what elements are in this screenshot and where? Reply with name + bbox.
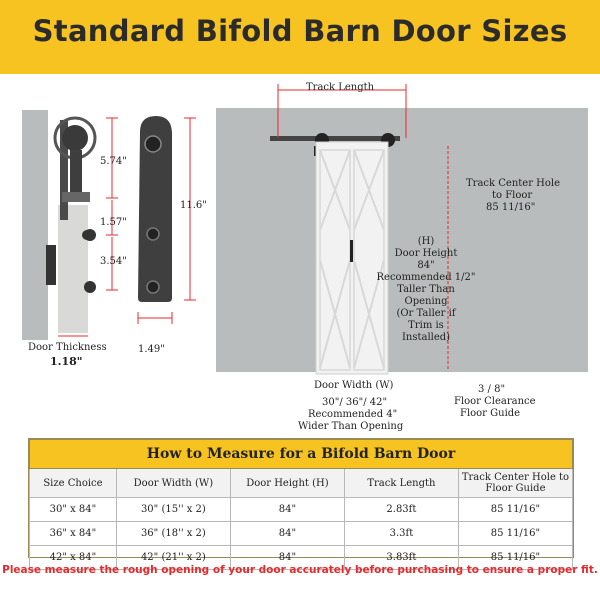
floor-clearance-value: 3 / 8" — [478, 384, 506, 395]
recommended-l2: Wider Than Opening — [298, 421, 404, 432]
table-row — [30, 498, 573, 522]
cell-height: 84" — [230, 546, 344, 570]
track-center-l3: 85 11/16" — [486, 202, 536, 213]
cell-size: 42" x 84" — [30, 546, 117, 570]
cell-width: 30" (15'' x 2) — [116, 498, 230, 522]
dimension-lines — [0, 0, 220, 360]
header-track-length: Track Length — [344, 469, 458, 498]
cell-size: 30" x 84" — [30, 498, 117, 522]
h-l5: Taller Than — [397, 284, 455, 295]
h-l3: 84" — [417, 260, 435, 271]
dim-mid-label: 1.57" — [100, 217, 127, 228]
door-thickness-label: Door Thickness — [28, 342, 107, 353]
track-center-l2: to Floor — [492, 190, 533, 201]
cell-size: 36" x 84" — [30, 522, 117, 546]
track-length-label: Track Length — [306, 82, 375, 93]
table-caption: How to Measure for a Bifold Barn Door — [30, 440, 573, 469]
footnote: Please measure the rough opening of your door accurately before purchasing to ensure a proper fit. — [2, 564, 598, 576]
size-table — [28, 438, 574, 563]
track-center-l1: Track Center Hole — [466, 178, 561, 189]
table-row — [30, 522, 573, 546]
dim-lower-label: 3.54" — [100, 256, 127, 267]
dim-width-label: 1.49" — [138, 344, 165, 355]
floor-clearance-l2: Floor Guide — [460, 408, 521, 419]
cell-height: 84" — [230, 498, 344, 522]
header-door-height: Door Height (H) — [230, 469, 344, 498]
cell-track: 3.3ft — [344, 522, 458, 546]
cell-width: 36" (18'' x 2) — [116, 522, 230, 546]
header-track-center: Track Center Hole to Floor Guide — [458, 469, 572, 498]
cell-center: 85 11/16" — [458, 522, 572, 546]
h-l4: Recommended 1/2" — [376, 272, 476, 283]
dim-upper-label: 5.74" — [100, 156, 127, 167]
h-l6: Opening — [404, 296, 448, 307]
cell-width: 42" (21'' x 2) — [116, 546, 230, 570]
cell-track: 3.83ft — [344, 546, 458, 570]
door-height-block — [364, 236, 488, 344]
h-l8: Trim is — [408, 320, 444, 331]
h-l1: (H) — [417, 236, 435, 247]
h-l2: Door Height — [394, 248, 458, 259]
page-title: Standard Bifold Barn Door Sizes — [32, 14, 568, 48]
door-thickness-value: 1.18" — [50, 355, 83, 368]
cell-track: 2.83ft — [344, 498, 458, 522]
header-door-width: Door Width (W) — [116, 469, 230, 498]
dim-total-label: 11.6" — [180, 200, 207, 211]
cell-height: 84" — [230, 522, 344, 546]
cell-center: 85 11/16" — [458, 546, 572, 570]
cell-center: 85 11/16" — [458, 498, 572, 522]
floor-clearance-l1: Floor Clearance — [454, 396, 536, 407]
recommended-l1: Recommended 4" — [308, 409, 398, 420]
door-width-sizes: 30"/ 36"/ 42" — [322, 397, 388, 408]
door-width-label: Door Width (W) — [314, 380, 394, 391]
h-l9: Installed) — [401, 332, 451, 343]
header-size-choice: Size Choice — [30, 469, 117, 498]
h-l7: (Or Taller if — [396, 308, 456, 319]
